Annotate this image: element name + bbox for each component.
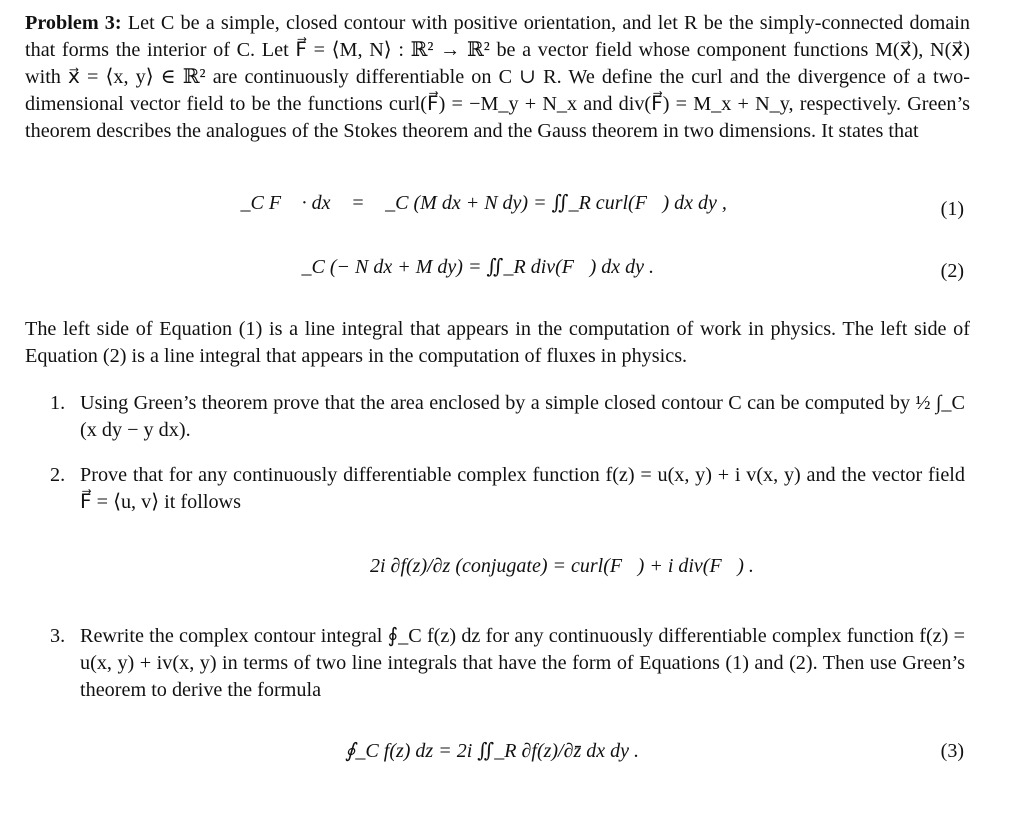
- list-item: [50, 462, 965, 516]
- conjugate-derivative-identity: 2i ∂f(z)/∂z (conjugate) = curl(F⃗) + i div(F⃗) .: [370, 555, 754, 577]
- equation-1-number: (1): [940, 198, 964, 220]
- work-flux-paragraph: The left side of Equation (1) is a line integral that appears in the computation of work in physics. The left side of Equation (2) is a line integral that appears in the computation of fluxes in physics.: [25, 318, 970, 367]
- intro-text: Let C be a simple, closed contour with positive orientation, and let R be the simply-connected domain that forms the interior of C. Let F⃗ = ⟨M, N⟩ : ℝ² → ℝ² be a vector field whose component functions M(x⃗), N(x⃗) with x⃗ = ⟨x, y⟩ ∈ ℝ² are continuously differentiable on C ∪ R. We define the curl and the divergence of a two-dimensional vector field to be the functions curl(F⃗) = −M_y + N_x and div(F⃗) = M_x + N_y, respectively. Green’s theorem describes the analogues of the Stokes theorem and the Gauss theorem in two dimensions. It states that: [25, 12, 970, 142]
- equation-1: ∮_C F⃗ · dx⃗ = ∮_C (M dx + N dy) = ∬_R curl(F⃗) dx dy ,: [225, 192, 727, 214]
- equation-2: ∮_C (− N dx + M dy) = ∬_R div(F⃗) dx dy .: [286, 256, 654, 278]
- equation-3: ∮_C f(z) dz = 2i ∬_R ∂f(z)/∂z̄ dx dy .: [345, 740, 640, 762]
- item-text: Rewrite the complex contour integral ∮_C f(z) dz for any continuously differentiable complex function f(z) = u(x, y) + iv(x, y) in terms of two line integrals that have the form of Equations (1) and (2). Then use Green’s theorem to derive the formula: [80, 625, 965, 701]
- item-number: 3.: [50, 625, 66, 647]
- list-item: [50, 390, 965, 444]
- list-item: [50, 623, 965, 704]
- equation-3-number: (3): [940, 740, 964, 762]
- item-text: Prove that for any continuously differentiable complex function f(z) = u(x, y) + i v(x, y) and the vector field F⃗ = ⟨u, v⟩ it follows: [80, 464, 965, 513]
- item-text: Using Green’s theorem prove that the area enclosed by a simple closed contour C can be computed by ½ ∫_C (x dy − y dx).: [80, 392, 965, 441]
- intro-paragraph: [25, 10, 970, 145]
- item-number: 2.: [50, 464, 66, 486]
- problem-title: Problem 3:: [25, 12, 122, 34]
- equation-2-number: (2): [940, 260, 964, 282]
- item-number: 1.: [50, 392, 66, 414]
